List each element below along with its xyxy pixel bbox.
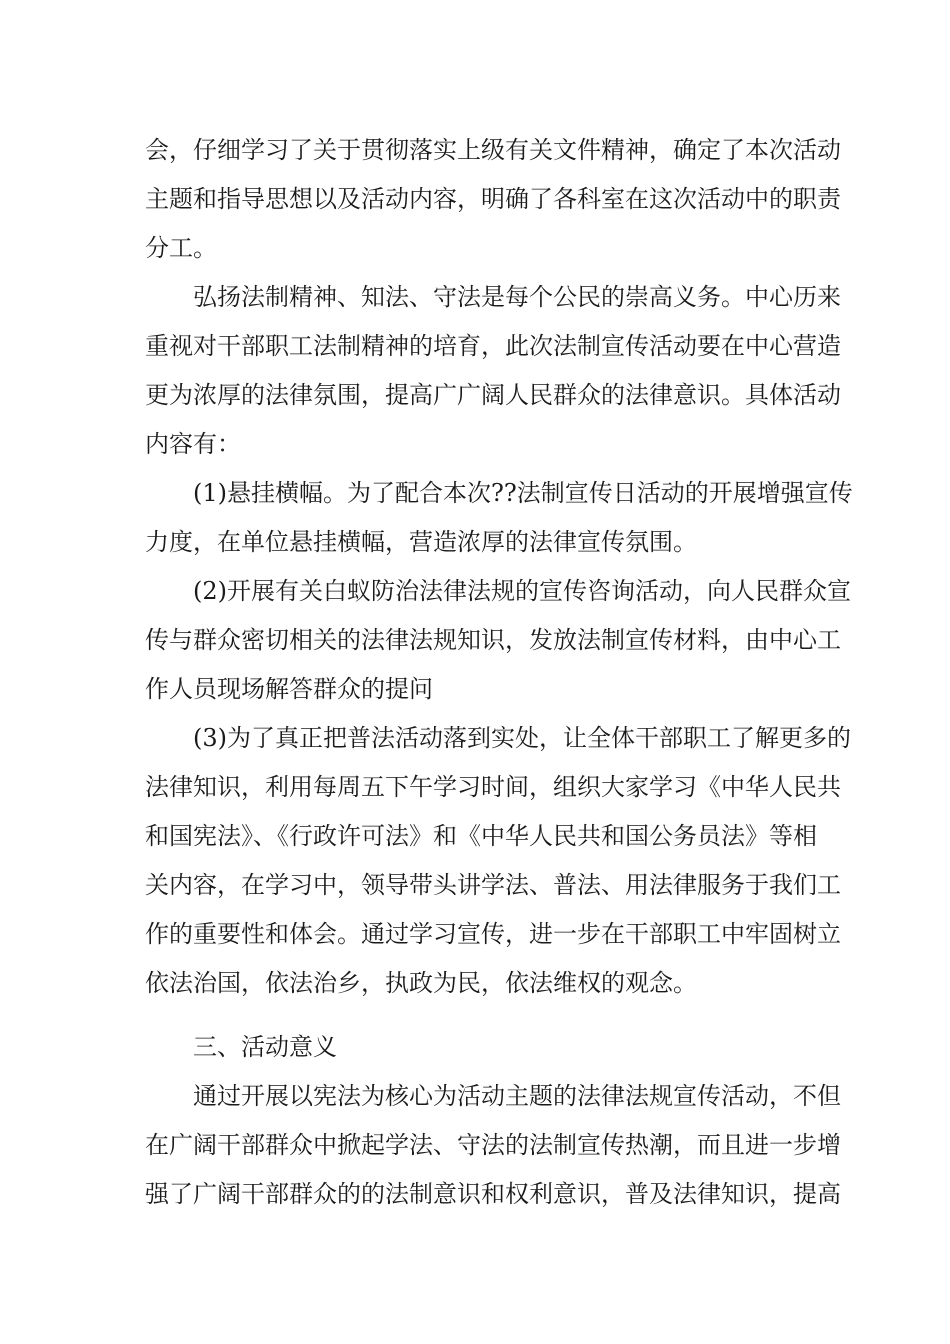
paragraph-1-line-1: 会，仔细学习了关于贯彻落实上级有关文件精神，确定了本次活动 (145, 136, 841, 164)
paragraph-1-line-3: 分工。 (145, 234, 217, 262)
paragraph-6-line-2: 在广阔干部群众中掀起学法、守法的法制宣传热潮，而且进一步增 (145, 1131, 841, 1159)
paragraph-6-line-1: 通过开展以宪法为核心为活动主题的法律法规宣传活动，不但 (193, 1082, 841, 1110)
paragraph-2-line-1: 弘扬法制精神、知法、守法是每个公民的崇高义务。中心历来 (193, 283, 841, 311)
paragraph-1-line-2: 主题和指导思想以及活动内容，明确了各科室在这次活动中的职责 (145, 185, 841, 213)
paragraph-5-line-4: 关内容，在学习中，领导带头讲学法、普法、用法律服务于我们工 (145, 871, 841, 899)
paragraph-5-line-2: 法律知识，利用每周五下午学习时间，组织大家学习《中华人民共 (145, 773, 841, 801)
paragraph-2-line-2: 重视对干部职工法制精神的培育，此次法制宣传活动要在中心营造 (145, 332, 841, 360)
paragraph-2-line-3: 更为浓厚的法律氛围，提高广广阔人民群众的法律意识。具体活动 (145, 381, 841, 409)
paragraph-5-line-6: 依法治国，依法治乡，执政为民，依法维权的观念。 (145, 969, 697, 997)
paragraph-2-line-4: 内容有： (145, 430, 241, 458)
paragraph-4-line-1: (2)开展有关白蚁防治法律法规的宣传咨询活动，向人民群众宣 (193, 577, 851, 605)
paragraph-4-line-3: 作人员现场解答群众的提问 (145, 675, 433, 703)
section-heading: 三、活动意义 (193, 1033, 337, 1061)
paragraph-5-line-5: 作的重要性和体会。通过学习宣传，进一步在干部职工中牢固树立 (145, 920, 841, 948)
paragraph-3-line-1: (1)悬挂横幅。为了配合本次??法制宣传日活动的开展增强宣传 (193, 479, 853, 507)
paragraph-4-line-2: 传与群众密切相关的法律法规知识，发放法制宣传材料，由中心工 (145, 626, 841, 654)
paragraph-6-line-3: 强了广阔干部群众的的法制意识和权利意识，普及法律知识，提高 (145, 1180, 841, 1208)
paragraph-5-line-3: 和国宪法》、《行政许可法》和《中华人民共和国公务员法》等相 (145, 822, 817, 850)
paragraph-3-line-2: 力度，在单位悬挂横幅，营造浓厚的法律宣传氛围。 (145, 528, 697, 556)
paragraph-5-line-1: (3)为了真正把普法活动落到实处，让全体干部职工了解更多的 (193, 724, 851, 752)
